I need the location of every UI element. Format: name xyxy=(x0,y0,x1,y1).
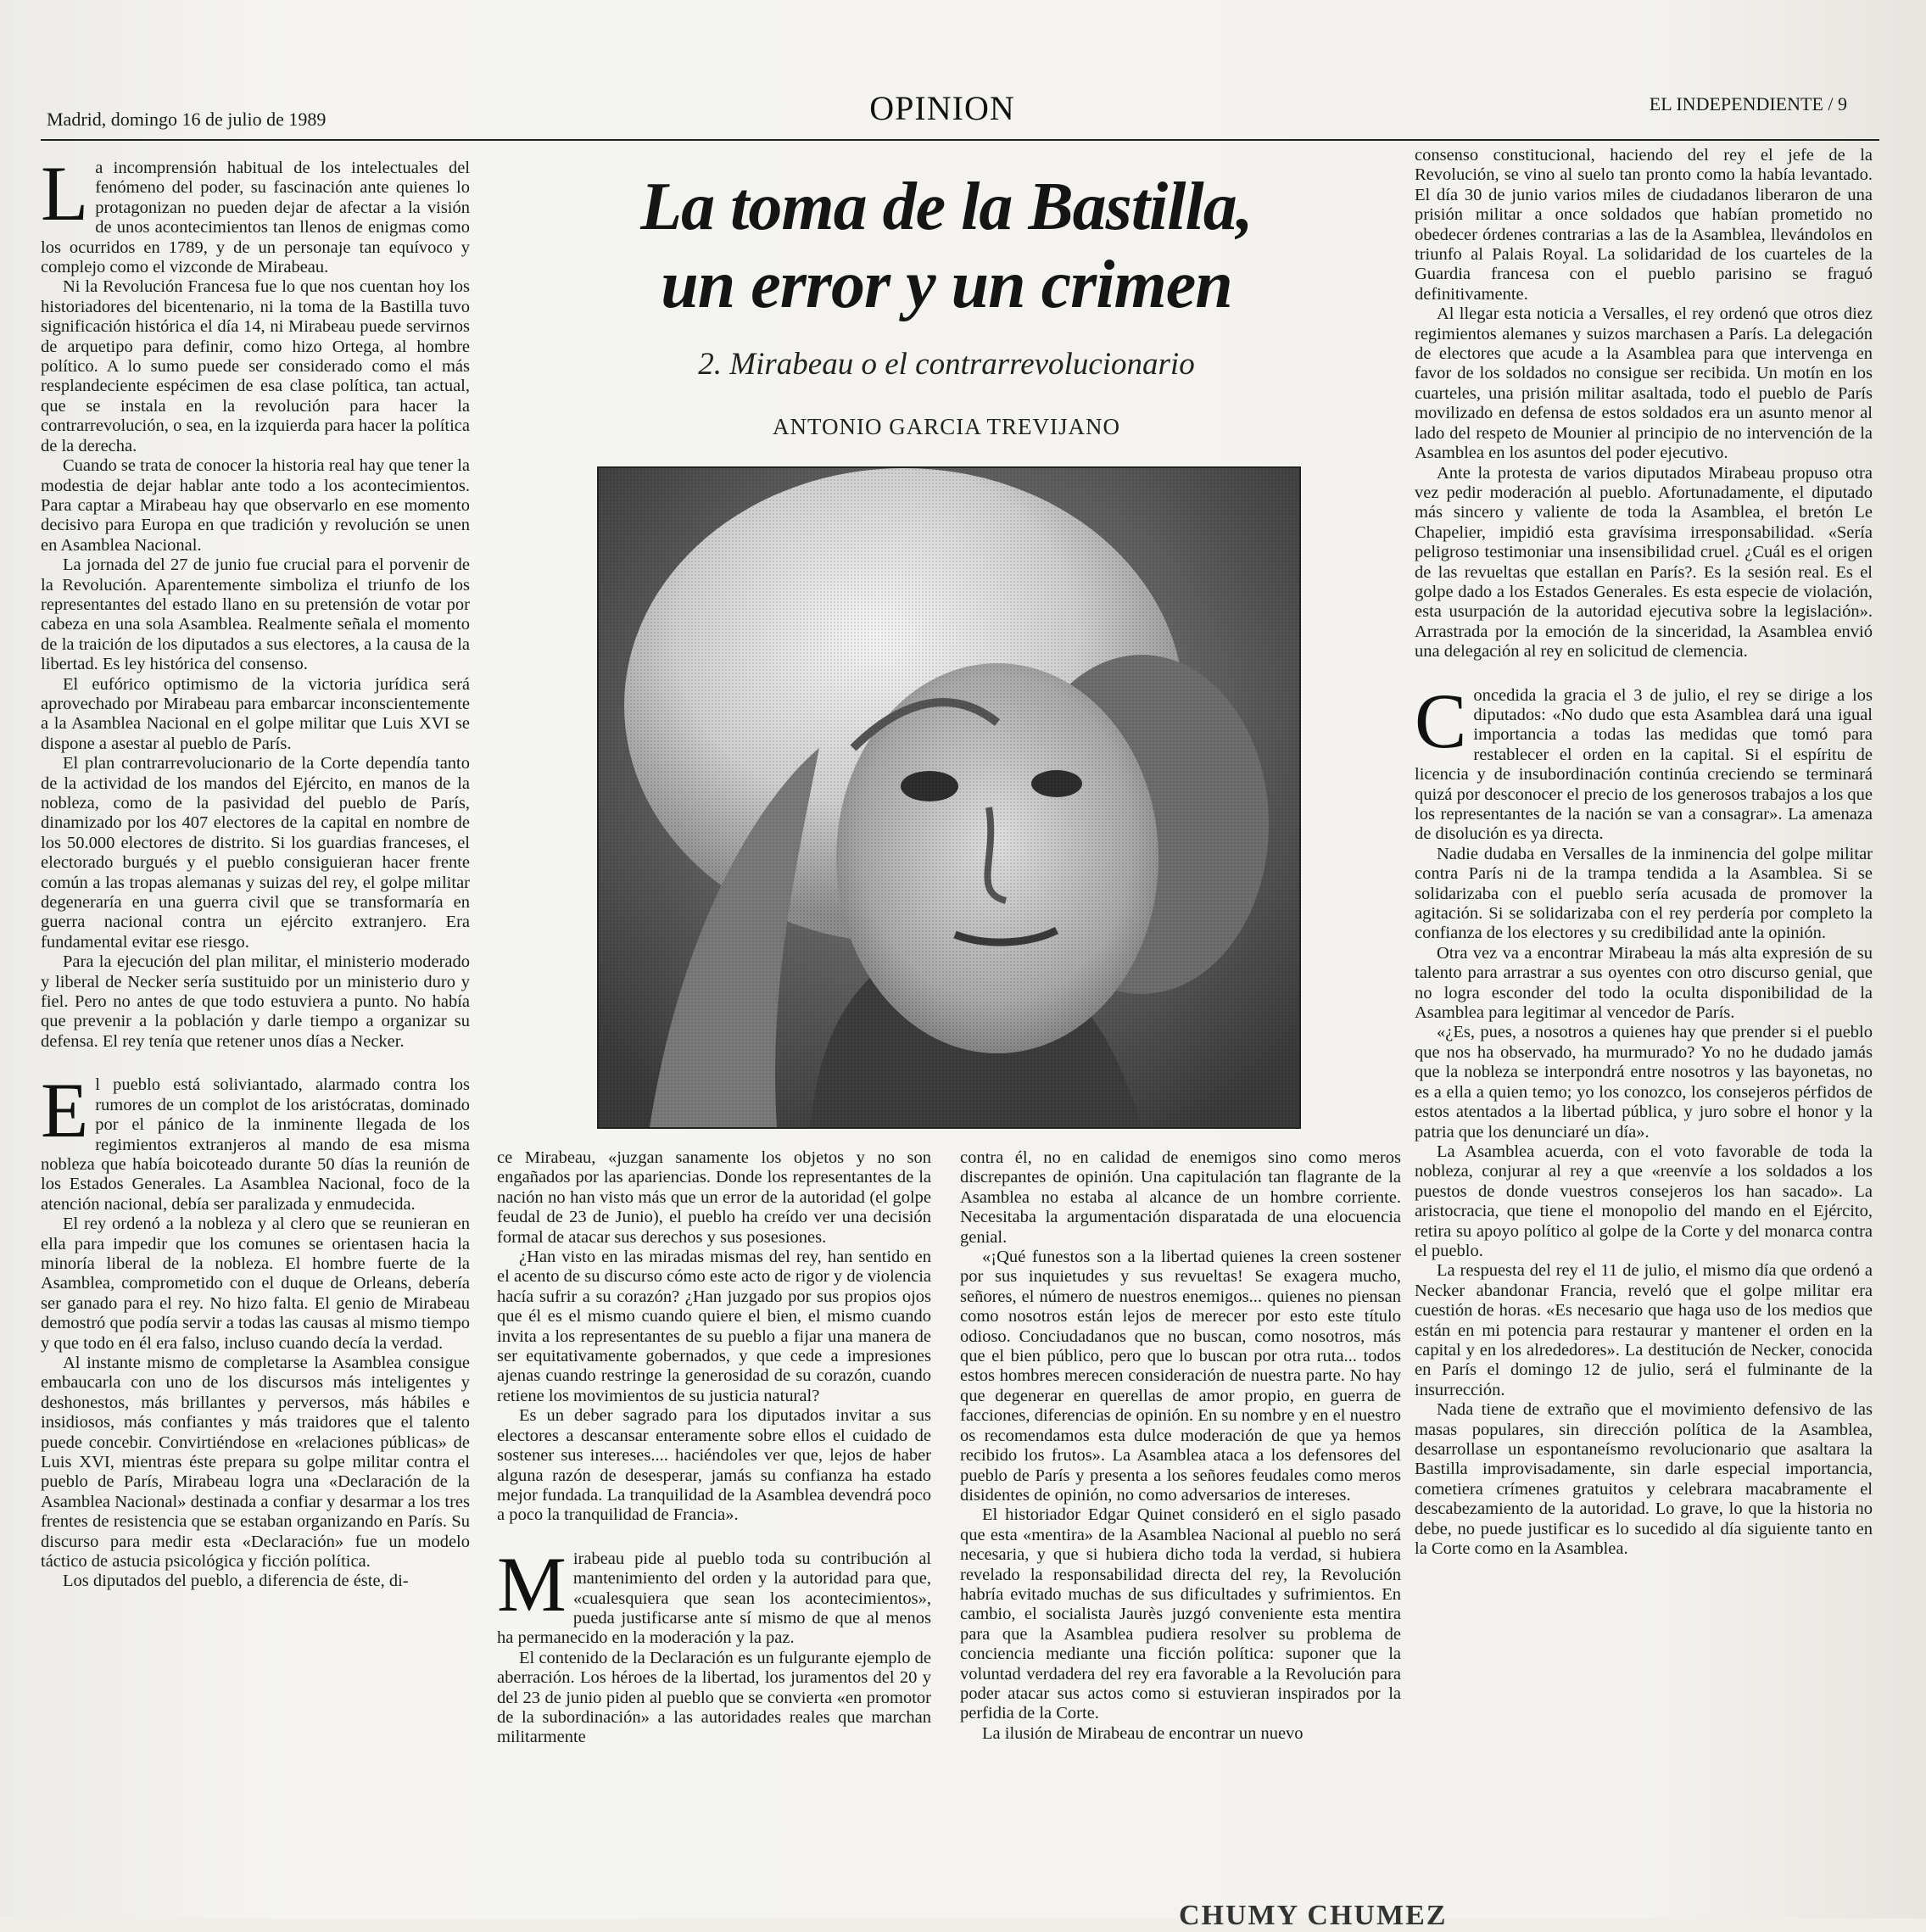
paragraph: Nada tiene de extraño que el movimiento defensivo de las masas populares, sin dirección política de la Asamblea, desarrollase un espontaneísmo revolucionario que asaltara la Bastilla improvisadamente, sin darle especial importancia, cometiera crímenes gratuitos y celebrara macabramente el descabezamiento de la autoridad. Lo grave, lo que la historia no debe, no puede justificar es lo sucedido al día siguiente tanto en la Corte como en la Asamblea. xyxy=(1415,1400,1873,1559)
paragraph: La jornada del 27 de junio fue crucial para el porvenir de la Revolución. Aparentemente simboliza el triunfo de los representantes del estado llano en su pretensión de votar por cabeza en una sola Asamblea. Realmente señala el momento de la traición de los diputados a sus electores, a la causa de la libertad. Es ley histórica del consenso. xyxy=(41,556,470,674)
paragraph: Mirabeau pide al pueblo toda su contribución al mantenimiento del orden y la autoridad para que, «cualesquiera que sean los acontecimientos», pueda justificarse ante sí mismo de que al menos ha permanecido en la moderación y la paz. xyxy=(497,1540,931,1648)
paragraph: Otra vez va a encontrar Mirabeau la más alta expresión de su talento para arrastrar a sus oyentes con otro discurso genial, que no logra esconder del todo la oculta disponibilidad de la Asamblea para legitimar al vencedor de París. xyxy=(1415,943,1873,1023)
section-label: OPINION xyxy=(869,89,1015,127)
paragraph: El rey ordenó a la nobleza y al clero que se reunieran en ella para impedir que los comunes se orientasen hacia la minoría liberal de la nobleza. El hombre fuerte de la Asamblea, comprometido con el duque de Orleans, debería ser ganado para el rey. No hizo falta. El genio de Mirabeau demostró que podía servir a todas las causas al mismo tiempo y que todo en él era falso, incluso cuando decía la verdad. xyxy=(41,1214,470,1353)
title-line: un error y un crimen xyxy=(661,248,1232,322)
paragraph: Nadie dudaba en Versalles de la inminencia del golpe militar contra París ni de la trampa tendida a la Asamblea. Si se solidarizaba con el pueblo sería acusada de promover la agitación. Si se solidarizaba con el rey perdería por completo la confianza de los electores y su credibilidad ante la opinión. xyxy=(1415,844,1873,943)
next-article-heading-cut: CHUMY CHUMEZ xyxy=(1179,1900,1448,1931)
paragraph: ¿Han visto en las miradas mismas del rey, han sentido en el acento de su discurso cómo este acto de rigor y de violencia hacía sufrir a su corazón? ¿Han juzgado por sus propios ojos que él es el mismo cuando quiere el bien, el mismo cuando invita a los representantes de su pueblo a fijar una manera de ser equitativamente gobernados, y que cede a impresiones ajenas cuando restringe la generosidad de su corazón, cuando retiene los movimientos de su justicia natural? xyxy=(497,1248,931,1405)
paragraph: Ante la protesta de varios diputados Mirabeau propuso otra vez pedir moderación al pueblo. Afortunadamente, el diputado más sincero y valiente de toda la Asamblea, el bretón Le Chapelier, impidió esta gravísima irresponsabilidad. «Sería peligroso testimoniar una insensibilidad cruel. ¿Cuál es el origen de las revueltas que estallan en París?. Es la sesión real. Es el golpe dado a los Estados Generales. Es esta especie de violación, esta usurpación de la autoridad ejecutiva sobre la legislación». Arrastrada por la emoción de la sinceridad, la Asamblea envió una delegación al rey en solicitud de clemencia. xyxy=(1415,463,1873,662)
masthead-date: Madrid, domingo 16 de julio de 1989 xyxy=(47,109,327,130)
paragraph: ce Mirabeau, «juzgan sanamente los objetos y no son engañados por las apariencias. Donde los representantes de la nación no han visto más que un error de la autoridad (el golpe feudal de 23 de Junio), el pueblo ha creído ver una decisión formal de atacar sus derechos y sus posesiones. xyxy=(497,1148,931,1247)
drop-cap: C xyxy=(1415,677,1467,764)
drop-cap: M xyxy=(497,1540,567,1628)
paragraph: La respuesta del rey el 11 de julio, el mismo día que ordenó a Necker abandonar Francia, reveló que el golpe militar era cuestión de horas. «Es necesario que haga uso de los medios que están en mi potencia para restaurar y mantener el orden en la capital y en los alrededores». La destitución de Necker, conocida en París el domingo 12 de julio, será el fulminante de la insurrección. xyxy=(1415,1261,1873,1399)
author-byline: ANTONIO GARCIA TREVIJANO xyxy=(772,414,1120,439)
drop-cap: E xyxy=(41,1067,89,1154)
paragraph: El historiador Edgar Quinet consideró en el siglo pasado que esta «mentira» de la Asamblea Nacional al pueblo no será necesaria, y que si hubiera dicho toda la verdad, si hubiera revelado la responsabilidad directa del rey, la Revolución habría evitado muchas de sus dificultades y sufrimientos. En cambio, el socialista Jaurès juzgó conveniente esta mentira para que la Asamblea pudiera resolver su problema de conciencia mediante una ficción política: suponer que la voluntad verdadera del rey era favorable a la Revolución para poder atacar sus actos como si estuvieran inspirados por la perfidia de la Corte. xyxy=(960,1505,1401,1723)
article-column-2 xyxy=(497,1148,931,1748)
article-column-1 xyxy=(41,150,470,1592)
paragraph: «¡Qué funestos son a la libertad quienes la creen sostener por sus inquietudes y sus revueltas! Se exagera mucho, señores, el número de nuestros enemigos... quienes no piensan como nosotros están lejos de merecer por esto este título odioso. Conciudadanos que no buscan, como nosotros, más que el bien público, pero que lo buscan por otra ruta... todos estos hombres merecen consideración de nuestra parte. No hay que degenerar en querellas de amor propio, en guerra de facciones, diferencias de opinión. En su nombre y en el nuestro os recomendamos esta dulce moderación de que ya hemos recibido los frutos». La Asamblea ataca a los defensores del pueblo de París y presenta a los señores feudales como meros disidentes de opinión, no como adversarios de intereses. xyxy=(960,1248,1401,1505)
paragraph: Al llegar esta noticia a Versalles, el rey ordenó que otros diez regimientos alemanes y suizos marchasen a París. La delegación de electores que acude a la Asamblea para que intervenga en favor de los soldados no consigue ser recibida. Un motín en los cuarteles, una prisión militar asaltada, todo el pueblo de París movilizado en defensa de estos soldados era un asunto menor al lado del respeto de Mounier al principio de no intervención de la Asamblea en los asuntos del poder ejecutivo. xyxy=(1415,304,1873,463)
article-column-4 xyxy=(1415,146,1873,1559)
paragraph: «¿Es, pues, a nosotros a quienes hay que prender si el pueblo que nos ha observado, ha murmurado? Yo no he dudado jamás que la nobleza se interpondrá entre nosotros y las bayonetas, no es a ella a quien temo; yo los conozco, los consejeros pérfidos de estos atentados a la libertad pública, y juro sobre el honor y la patria que los denunciaré un día». xyxy=(1415,1023,1873,1142)
portrait-image xyxy=(597,466,1301,1129)
paragraph: La Asamblea acuerda, con el voto favorable de toda la nobleza, conjurar al rey a que «reenvíe a los soldados a los puestos de donde vuestros consejeros los han sacado». La aristocracia, que tiene el monopolio del mando en el Ejército, retira su apoyo político al golpe de la Corte y del monarca contra el pueblo. xyxy=(1415,1142,1873,1260)
paragraph: La ilusión de Mirabeau de encontrar un nuevo xyxy=(982,1723,1304,1743)
paragraph: Para la ejecución del plan militar, el ministerio moderado y liberal de Necker sería sustituido por un ministerio duro y fiel. Pero no antes de que todo estuviera a punto. No había que prevenir a la población y darle tiempo a organizar su defensa. El rey tenía que retener unos días a Necker. xyxy=(41,952,470,1051)
mirabeau-portrait-illustration xyxy=(599,468,1299,1127)
paragraph: contra él, no en calidad de enemigos sino como meros discrepantes de opinión. Una capitulación tan flagrante de la Asamblea no estaba al alcance de un hombre corriente. Necesitaba la argumentación disparatada de una elocuencia genial. xyxy=(960,1148,1401,1247)
drop-cap: L xyxy=(41,150,89,237)
paragraph: Cuando se trata de conocer la historia real hay que tener la modestia de dejar hablar ante todo a los acontecimientos. Para captar a Mirabeau hay que observarlo en ese momento decisivo para Europa en que tradición y revolución se unen en Asamblea Nacional. xyxy=(41,456,470,555)
paragraph: La incomprensión habitual de los intelectuales del fenómeno del poder, su fascinación ante quienes lo protagonizan no pueden dejar de afectar a la visión de unos acontecimientos tan llenos de enigmas como los ocurridos en 1789, y de un personaje tan equívoco y complejo como el vizconde de Mirabeau. xyxy=(41,150,470,277)
masthead-rule xyxy=(41,139,1879,141)
paragraph: Concedida la gracia el 3 de julio, el rey se dirige a los diputados: «No dudo que esta Asamblea dará una igual importancia a todas las medidas que tomó para restablecer el orden en la capital. Si el espíritu de licencia y de insubordinación continúa creciendo se terminará quizá por desconocer el precio de los generosos trabajos a los que los representantes de la nación se van a consagrar». La amenaza de disolución es ya directa. xyxy=(1415,677,1873,844)
paragraph: Los diputados del pueblo, a diferencia de éste, di- xyxy=(63,1572,409,1591)
paragraph: El contenido de la Declaración es un fulgurante ejemplo de aberración. Los héroes de la libertad, los juramentos del 20 y del 23 de junio piden al pueblo que se convierta «en promotor de la subordinación» a las autoridades reales que marchan militarmente xyxy=(497,1648,931,1747)
masthead-paper-page: EL INDEPENDIENTE / 9 xyxy=(1649,93,1847,114)
title-line: La toma de la Bastilla, xyxy=(640,170,1253,244)
paragraph: Al instante mismo de completarse la Asamblea consigue embaucarla con uno de los discursos más inteligentes y deshonestos, más brillantes y perversos, más hábiles e insidiosos, más confiantes y más traidores que el talento puede concebir. Convirtiéndose en «relaciones públicas» de Luis XVI, mientras éste prepara su golpe militar contra el pueblo de París, Mirabeau logra una «Declaración de la Asamblea Nacional» destinada a confiar y desarmar a los tres frentes de resistencia que se estaban organizando en París. Su discurso para medir esta «Declaración» fue un modelo táctico de astucia psicológica y ficción política. xyxy=(41,1353,470,1572)
paragraph: El plan contrarrevolucionario de la Corte dependía tanto de la actividad de los mandos del Ejército, en manos de la nobleza, como de la pasividad del pueblo de París, dinamizado por los 407 electores de la capital en nombre de los 50.000 electores de distrito. Si los guardias franceses, el electorado burgués y el pueblo consiguieran hacer frente común a las tropas alemanas y suizas del rey, el golpe militar degeneraría en una guerra civil que se transformaría en guerra nacional contra un ejército extranjero. Era fundamental evitar ese riesgo. xyxy=(41,754,470,952)
paragraph: consenso constitucional, haciendo del rey el jefe de la Revolución, se vino al suelo tan pronto como la había levantado. El día 30 de junio varios miles de ciudadanos liberaron de una prisión militar a once soldados que habían prometido no obedecer órdenes contrarias a las de la Asamblea, llevándolos en triunfo al Palais Royal. La solidaridad de los cuarteles de la Guardia francesa con el pueblo parisino se fraguó definitivamente. xyxy=(1415,146,1873,304)
article-title xyxy=(539,168,1354,324)
paragraph: Es un deber sagrado para los diputados invitar a sus electores a descansar enteramente sobre ellos el cuidado de sostener sus intereses.... haciéndoles ver que, lejos de haber alguna razón de desesperar, jamás su confianza ha estado mejor fundada. La tranquilidad de la Asamblea devendrá poco a poco la tranquilidad de Francia». xyxy=(497,1406,931,1525)
paragraph: El pueblo está soliviantado, alarmado contra los rumores de un complot de los aristócratas, dominado por el pánico de la inminente llegada de los regimientos extranjeros al mando de esa misma nobleza que había boicoteado durante 50 días la reunión de los Estados Generales. La Asamblea Nacional, foco de la atención nacional, debía ser paralizada y enmudecida. xyxy=(41,1067,470,1214)
article-column-3 xyxy=(960,1148,1401,1744)
paragraph: Ni la Revolución Francesa fue lo que nos cuentan hoy los historiadores del bicentenario, ni la toma de la Bastilla tuvo significación histórica el día 14, ni Mirabeau puede servirnos de arquetipo para definir, como hizo Ortega, al hombre político. A lo sumo puede ser considerado como el más resplandeciente espécimen de esa clase política, tan actual, que se instala en la revolución para hacer la contrarrevolución, o sea, en la izquierda para hacer la política de la derecha. xyxy=(41,277,470,455)
article-subtitle: 2. Mirabeau o el contrarrevolucionario xyxy=(698,347,1195,382)
paragraph: El eufórico optimismo de la victoria jurídica será aprovechado por Mirabeau para embarcar inconscientemente a la Asamblea Nacional en el golpe militar que Luis XVI se dispone a asestar al pueblo de París. xyxy=(41,674,470,753)
